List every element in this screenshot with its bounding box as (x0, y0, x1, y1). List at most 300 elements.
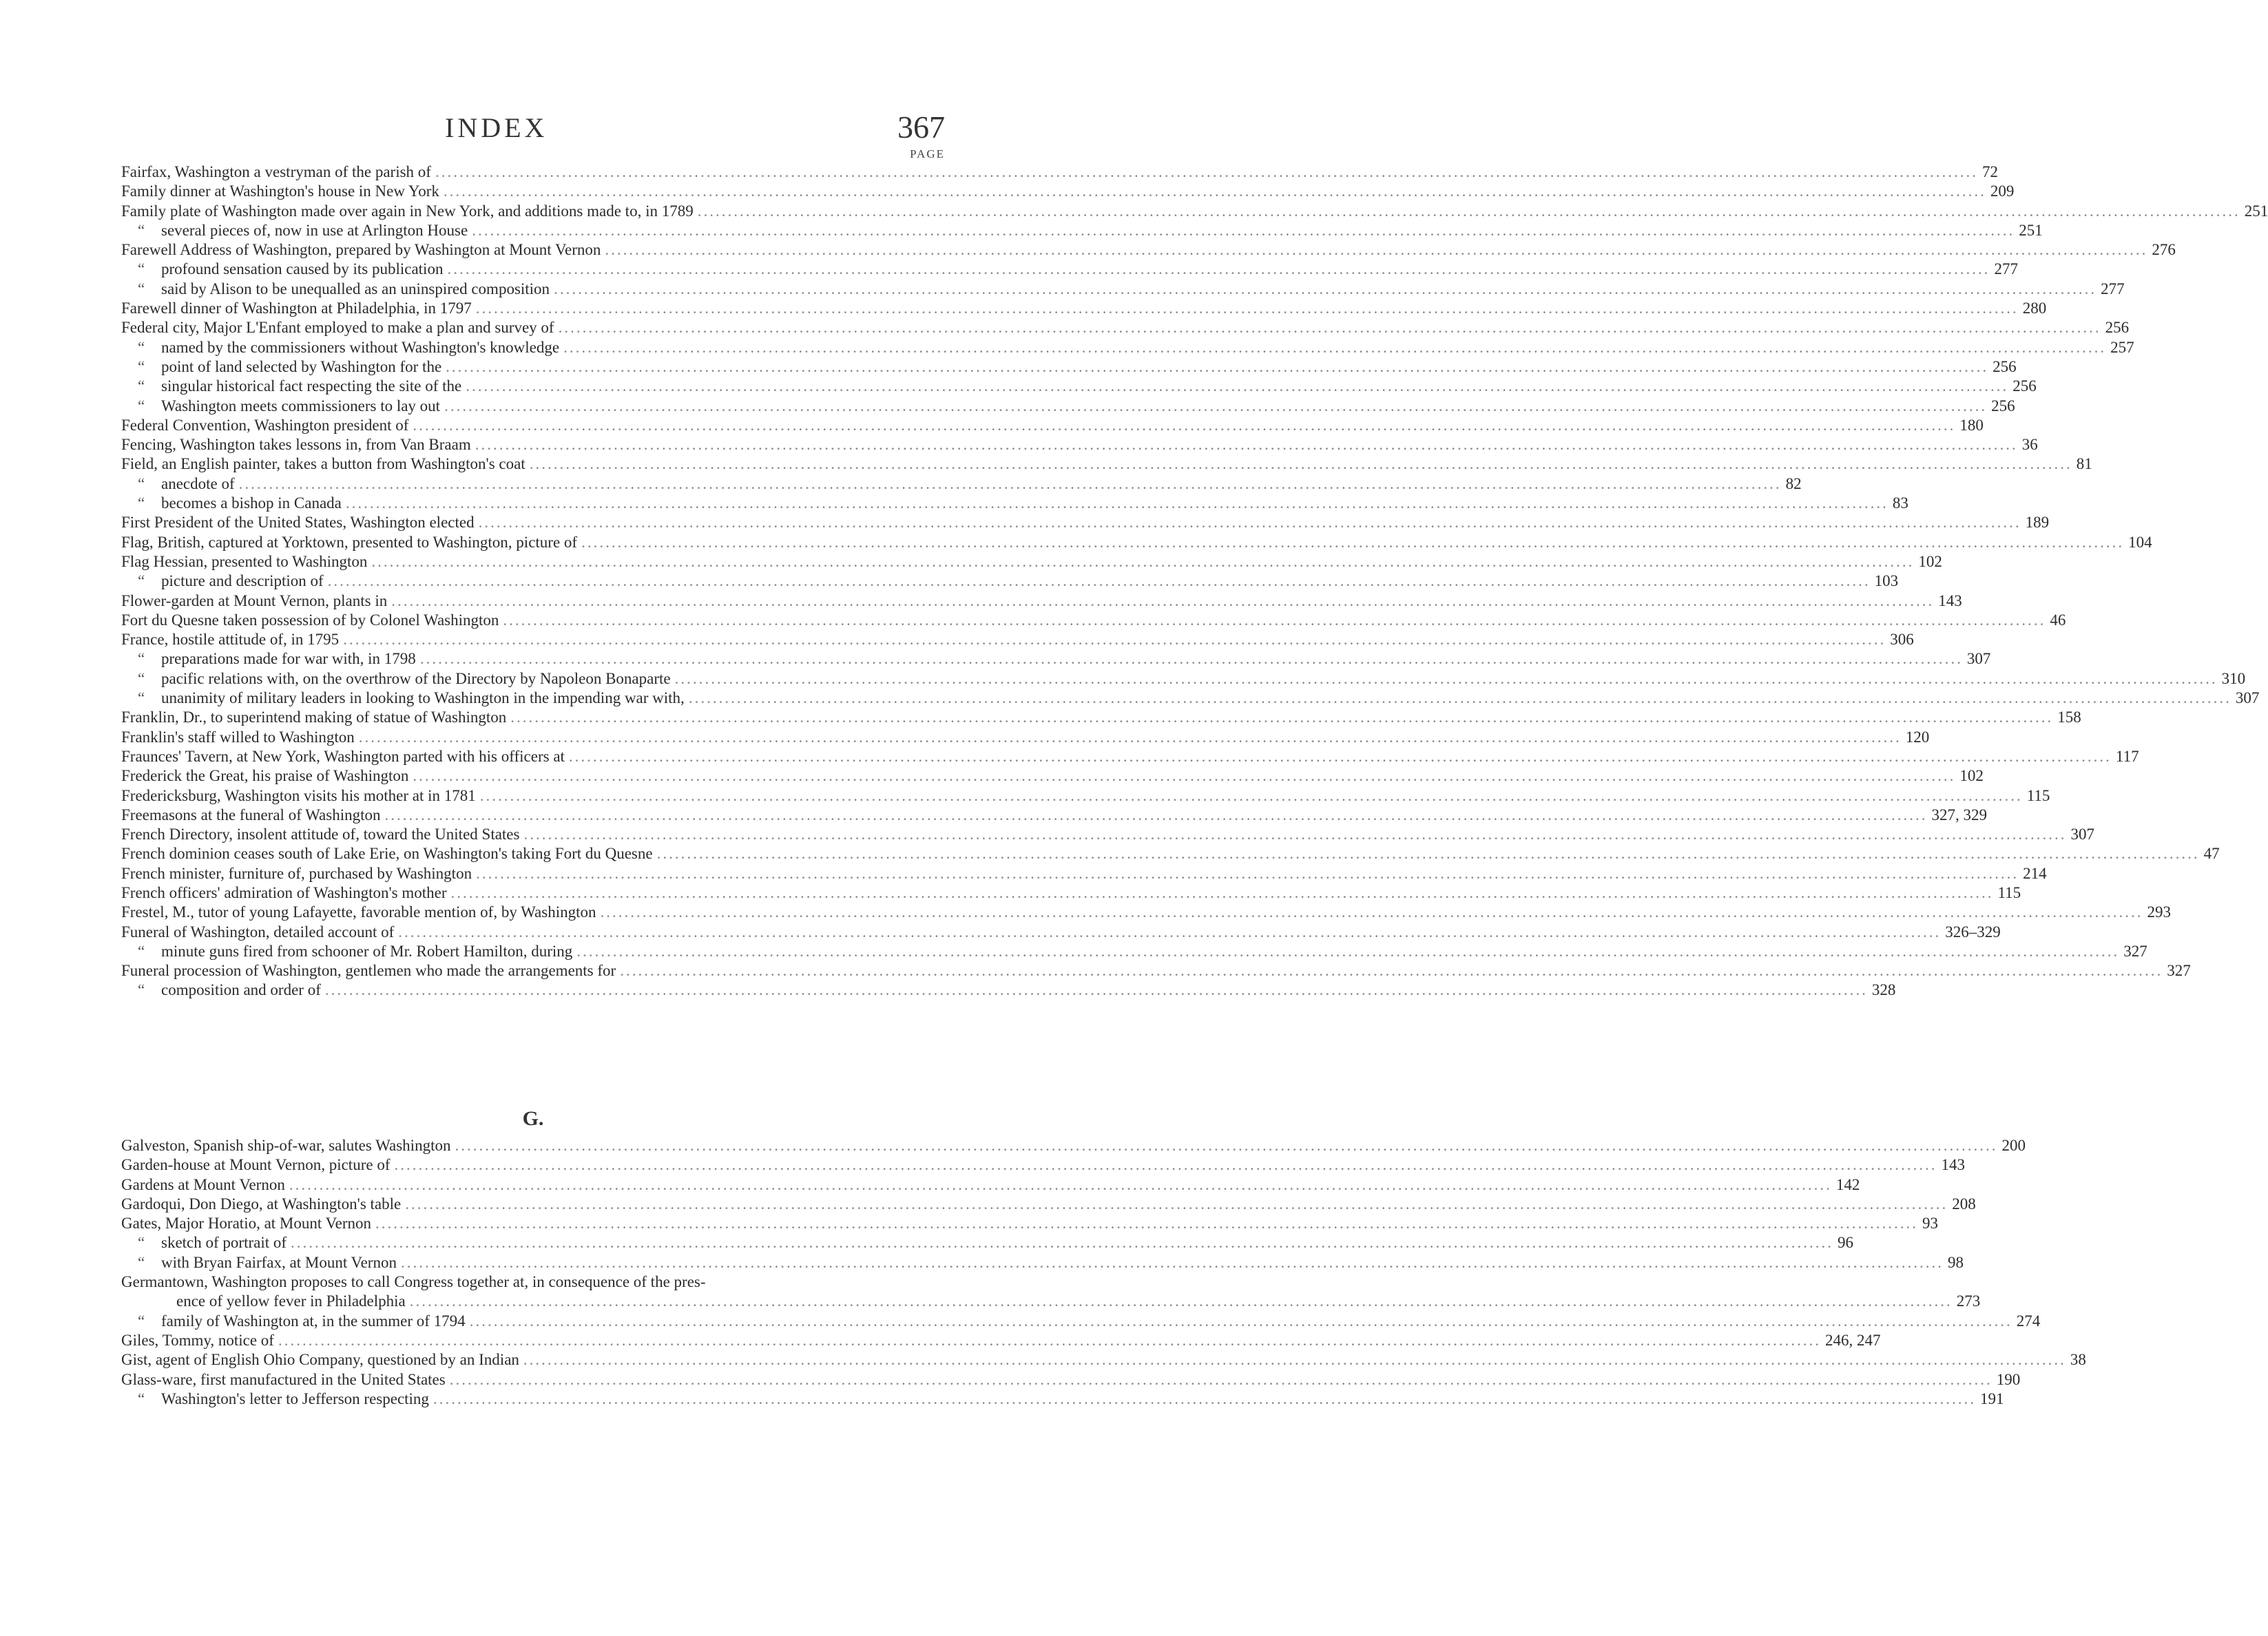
entry-text (121, 883, 447, 903)
index-entry (121, 1195, 1976, 1214)
dot-leader (689, 689, 2231, 708)
index-entry (121, 202, 2268, 221)
index-entry (121, 221, 2043, 240)
dot-leader (605, 240, 2147, 260)
entry-label: pacific relations with, on the overthrow of the Directory by Napoleon Bonaparte (161, 669, 671, 687)
index-entry (121, 1389, 2004, 1409)
index-entry (121, 416, 1984, 435)
entry-page-number: 256 (1991, 397, 2015, 415)
entry-text (121, 1312, 466, 1331)
entry-text (121, 1350, 519, 1370)
entry-text (121, 864, 472, 883)
entry-text (121, 1389, 429, 1409)
entry-page-number: 273 (1956, 1292, 1981, 1310)
entry-label: family of Washington at, in the summer of 1794 (161, 1312, 466, 1330)
entry-page-number: 142 (1835, 1175, 1860, 1193)
dot-leader (523, 825, 2066, 844)
entry-text (121, 1272, 706, 1292)
entry-page-number: 115 (1997, 883, 2021, 901)
entry-label: several pieces of, now in use at Arlington House (161, 221, 468, 239)
index-entry (121, 766, 1984, 786)
entry-page-number: 307 (2235, 689, 2260, 707)
dot-leader (391, 591, 1934, 611)
dot-leader (523, 1350, 2066, 1370)
entry-label: Giles, Tommy, notice of (121, 1331, 274, 1349)
page-header (121, 105, 945, 146)
entry-text (121, 162, 431, 182)
entry-label: Gist, agent of English Ohio Company, questioned by an Indian (121, 1351, 519, 1369)
entry-page-number: 256 (1993, 357, 2017, 375)
entry-text (121, 786, 476, 806)
entry-page-number: 277 (2101, 280, 2125, 297)
entry-text (121, 591, 387, 611)
index-entry (121, 630, 1914, 649)
entry-text (121, 533, 577, 552)
entry-text (121, 397, 440, 416)
entry-label: Funeral procession of Washington, gentlemen who made the arrangements for (121, 962, 616, 980)
dot-leader (447, 260, 1990, 279)
entry-label: Fencing, Washington takes lessons in, from Van Braam (121, 436, 471, 454)
entry-page-number: 117 (2115, 747, 2139, 765)
entry-label: Fraunces' Tavern, at New York, Washington parted with his officers at (121, 747, 565, 765)
dot-leader (475, 435, 2018, 454)
entry-page-number: 143 (1938, 591, 1962, 609)
index-entry (121, 377, 2037, 396)
entry-text (121, 747, 565, 766)
entry-page-number: 47 (2203, 845, 2220, 863)
index-entry (121, 689, 2260, 708)
entry-text (121, 806, 381, 825)
entry-label: ence of yellow fever in Philadelphia (176, 1292, 406, 1310)
entry-label: preparations made for war with, in 1798 (161, 650, 416, 668)
entry-page-number: 143 (1941, 1156, 1965, 1174)
dot-leader (359, 728, 1902, 747)
index-entry (121, 513, 2050, 532)
entry-page-number: 326–329 (1945, 923, 2001, 941)
entry-text (121, 825, 519, 844)
entry-text (121, 454, 526, 474)
entry-page-number: 190 (1996, 1370, 2021, 1388)
index-entry (121, 649, 1991, 669)
entry-text (121, 611, 499, 630)
entry-label: Federal Convention, Washington president of (121, 416, 409, 434)
index-entry (121, 844, 2220, 863)
entry-label: First President of the United States, Washington elected (121, 514, 475, 532)
dot-leader (620, 961, 2163, 980)
index-entry (121, 961, 2191, 980)
entry-label: Gates, Major Horatio, at Mount Vernon (121, 1215, 372, 1233)
entry-page-number: 246, 247 (1824, 1331, 1881, 1349)
entry-label: France, hostile attitude of, in 1795 (121, 631, 340, 649)
dot-leader (239, 474, 1782, 494)
dot-leader (466, 377, 2008, 396)
index-entry (121, 397, 2015, 416)
index-entry (121, 883, 2021, 903)
entry-page-number: 274 (2016, 1312, 2041, 1330)
dot-leader (569, 747, 2112, 766)
entry-page-number: 256 (2012, 377, 2037, 395)
entry-text (121, 1331, 274, 1350)
entry-label: profound sensation caused by its publication (161, 260, 444, 278)
ditto-mark: “ (138, 221, 145, 239)
index-entry (121, 923, 2001, 942)
dot-leader (455, 1136, 1997, 1155)
dot-leader (479, 513, 2021, 532)
entry-label: Franklin's staff willed to Washington (121, 728, 355, 746)
index-entry (121, 260, 2018, 279)
index-entry (121, 864, 2047, 883)
entry-text (121, 474, 235, 494)
entry-page-number: 307 (2070, 826, 2094, 843)
entry-text (121, 923, 394, 942)
index-entry (121, 1350, 2086, 1370)
index-entry (121, 299, 2047, 318)
entry-text (121, 708, 506, 727)
dot-leader (410, 1292, 1953, 1311)
entry-text (121, 221, 468, 240)
page-number: 367 (897, 109, 945, 145)
entry-label: Field, an English painter, takes a button from Washington's coat (121, 455, 526, 473)
entry-label: Frederick the Great, his praise of Washington (121, 767, 409, 785)
entry-text (121, 980, 321, 1000)
dot-leader (289, 1175, 1832, 1195)
ditto-mark: “ (138, 942, 145, 960)
index-entry (121, 1214, 1939, 1233)
index-entry (121, 1136, 2026, 1155)
entry-label: Flag Hessian, presented to Washington (121, 552, 368, 570)
index-entry (121, 1292, 1981, 1311)
ditto-mark: “ (138, 260, 145, 278)
dot-leader (476, 299, 2019, 318)
entry-label: anecdote of (161, 474, 235, 492)
dot-leader (581, 533, 2124, 552)
entry-label: Gardoqui, Don Diego, at Washington's table (121, 1195, 402, 1213)
dot-leader (559, 318, 2101, 337)
dot-leader (278, 1331, 1821, 1350)
dot-leader (503, 611, 2046, 630)
dot-leader (435, 162, 1978, 182)
dot-leader (510, 708, 2053, 727)
index-entry (121, 591, 1962, 611)
entry-label: French dominion ceases south of Lake Erie, on Washington's taking Fort du Quesne (121, 845, 653, 863)
entry-page-number: 208 (1952, 1195, 1976, 1213)
entry-text (121, 766, 408, 786)
index-entry (121, 903, 2171, 922)
dot-leader (398, 923, 1941, 942)
entry-text (121, 240, 601, 260)
entry-page-number: 327, 329 (1931, 806, 1987, 824)
dot-leader (450, 1370, 1993, 1389)
ditto-mark: “ (138, 357, 145, 375)
entry-label: Fairfax, Washington a vestryman of the parish of (121, 163, 431, 180)
ditto-mark: “ (138, 494, 145, 512)
entry-page-number: 36 (2021, 436, 2038, 454)
ditto-mark: “ (138, 689, 145, 707)
entry-text (121, 182, 439, 201)
dot-leader (444, 182, 1986, 201)
index-entry (121, 1155, 1965, 1175)
entry-page-number: 276 (2152, 241, 2176, 259)
entry-text (121, 903, 596, 922)
entry-text (121, 844, 653, 863)
entry-text (121, 669, 671, 689)
entry-page-number: 93 (1922, 1215, 1939, 1233)
dot-leader (480, 786, 2023, 806)
dot-leader (563, 338, 2106, 357)
entry-label: Washington meets commissioners to lay out (161, 397, 441, 415)
entry-text (121, 1292, 406, 1311)
entry-text (121, 689, 685, 708)
index-entry (121, 728, 1930, 747)
dot-leader (472, 221, 2015, 240)
index-entry (121, 1370, 2021, 1389)
dot-leader (328, 571, 1871, 591)
dot-leader (291, 1233, 1833, 1252)
dot-leader (476, 864, 2019, 883)
dot-leader (343, 630, 1886, 649)
entry-page-number: 82 (1785, 474, 1802, 492)
dot-leader (675, 669, 2218, 689)
ditto-mark: “ (138, 280, 145, 297)
entry-label: sketch of portrait of (161, 1234, 287, 1252)
entry-label: with Bryan Fairfax, at Mount Vernon (161, 1253, 397, 1271)
dot-leader (530, 454, 2072, 474)
entry-text (121, 1214, 371, 1233)
entry-page-number: 83 (1892, 494, 1908, 512)
index-entries-g (121, 1136, 2086, 1409)
entry-page-number: 209 (1990, 182, 2015, 200)
entry-page-number: 277 (1994, 260, 2018, 278)
index-entry (121, 786, 2050, 806)
ditto-mark: “ (138, 650, 145, 668)
dot-leader (405, 1195, 1948, 1214)
entry-text (121, 513, 475, 532)
index-entry (121, 980, 1896, 1000)
entry-page-number: 98 (1947, 1253, 1964, 1271)
index-entry (121, 611, 2066, 630)
entry-label: Frestel, M., tutor of young Lafayette, favorable mention of, by Washington (121, 903, 596, 921)
dot-leader (657, 844, 2200, 863)
dot-leader (420, 649, 1963, 669)
ditto-mark: “ (138, 338, 145, 356)
index-entry (121, 240, 2176, 260)
entry-label: picture and description of (161, 572, 324, 590)
entry-label: French Directory, insolent attitude of, toward the United States (121, 826, 520, 843)
dot-leader (554, 280, 2097, 299)
index-entry (121, 318, 2130, 337)
index-entry (121, 825, 2094, 844)
ditto-mark: “ (138, 474, 145, 492)
entry-label: Germantown, Washington proposes to call Congress together at, in consequence of the pres- (121, 1273, 706, 1291)
entry-text (121, 357, 441, 377)
entry-text (121, 202, 694, 221)
dot-leader (375, 1214, 1918, 1233)
entry-label: Gardens at Mount Vernon (121, 1175, 285, 1193)
entry-text (121, 552, 367, 571)
dot-leader (385, 806, 1928, 825)
ditto-mark: “ (138, 669, 145, 687)
entry-label: Fort du Quesne taken possession of by Colonel Washington (121, 611, 499, 629)
entry-page-number: 158 (2057, 709, 2081, 726)
running-title: INDEX (445, 112, 548, 143)
entry-text (121, 1253, 397, 1272)
entry-label: Garden-house at Mount Vernon, picture of (121, 1156, 391, 1174)
entry-text (121, 1233, 287, 1252)
entry-label: Farewell Address of Washington, prepared by Washington at Mount Vernon (121, 241, 601, 259)
entry-text (121, 571, 324, 591)
index-entry (121, 571, 1899, 591)
ditto-mark: “ (138, 981, 145, 999)
index-entry (121, 474, 1802, 494)
entry-text (121, 377, 461, 396)
entry-label: Funeral of Washington, detailed account of (121, 923, 395, 941)
entry-page-number: 256 (2105, 319, 2130, 337)
entry-page-number: 72 (1981, 163, 1998, 180)
entry-page-number: 200 (2001, 1137, 2026, 1154)
entry-label: Flower-garden at Mount Vernon, plants in (121, 591, 388, 609)
entry-page-number: 46 (2050, 611, 2066, 629)
entry-text (121, 299, 472, 318)
index-entry (121, 1253, 1964, 1272)
index-entry (121, 1331, 1881, 1350)
entry-page-number: 257 (2110, 338, 2134, 356)
entry-page-number: 327 (2123, 942, 2147, 960)
index-entry (121, 533, 2152, 552)
index-entry (121, 1312, 2041, 1331)
entry-page-number: 103 (1874, 572, 1899, 590)
entry-page-number: 251 (2019, 221, 2043, 239)
entry-label: Franklin, Dr., to superintend making of statue of Washington (121, 709, 507, 726)
dot-leader (446, 357, 1988, 377)
index-entry (121, 435, 2038, 454)
index-entry (121, 1175, 1860, 1195)
entry-text (121, 1195, 401, 1214)
entry-page-number: 310 (2221, 669, 2246, 687)
ditto-mark: “ (138, 377, 145, 395)
ditto-mark: “ (138, 1253, 145, 1271)
index-entry (121, 669, 2246, 689)
entry-text (121, 435, 471, 454)
entry-page-number: 214 (2023, 864, 2047, 882)
index-entry (121, 942, 2147, 961)
entry-label: French officers' admiration of Washington's mother (121, 883, 447, 901)
dot-leader (413, 416, 1955, 435)
index-entry (121, 747, 2139, 766)
dot-leader (413, 766, 1955, 786)
entry-label: French minister, furniture of, purchased by Washington (121, 864, 472, 882)
section-letter: G. (522, 1107, 544, 1130)
entry-text (121, 1136, 450, 1155)
entry-text (121, 494, 342, 513)
entry-text (121, 318, 554, 337)
dot-leader (346, 494, 1889, 513)
entry-text (121, 280, 550, 299)
index-entry (121, 280, 2125, 299)
dot-leader (401, 1253, 1944, 1272)
entry-label: Family dinner at Washington's house in New York (121, 182, 439, 200)
dot-leader (470, 1312, 2012, 1331)
entry-text (121, 649, 416, 669)
dot-leader (433, 1389, 1976, 1409)
ditto-mark: “ (138, 1312, 145, 1330)
entry-page-number: 306 (1890, 631, 1914, 649)
page-column-label: PAGE (910, 147, 945, 160)
index-entry (121, 708, 2081, 727)
index-entry (121, 1233, 1854, 1252)
entry-label: said by Alison to be unequalled as an uninspired composition (161, 280, 550, 297)
entry-page-number: 191 (1979, 1389, 2004, 1407)
entry-label: point of land selected by Washington for the (161, 357, 442, 375)
ditto-mark: “ (138, 397, 145, 415)
entry-page-number: 328 (1871, 981, 1896, 999)
entry-page-number: 38 (2070, 1351, 2086, 1369)
entry-label: named by the commissioners without Washington's knowledge (161, 338, 560, 356)
index-entry (121, 357, 2017, 377)
entry-label: Federal city, Major L'Enfant employed to make a plan and survey of (121, 319, 554, 337)
entry-text (121, 942, 572, 961)
entry-page-number: 293 (2147, 903, 2171, 921)
index-entry (121, 162, 1998, 182)
entry-page-number: 81 (2076, 455, 2092, 473)
entry-text (121, 630, 339, 649)
dot-leader (394, 1155, 1937, 1175)
index-entries-f (121, 162, 2268, 1000)
entry-label: composition and order of (161, 981, 321, 999)
entry-label: becomes a bishop in Canada (161, 494, 342, 512)
entry-page-number: 115 (2026, 786, 2050, 804)
entry-label: Fredericksburg, Washington visits his mother at in 1781 (121, 786, 476, 804)
entry-page-number: 189 (2025, 514, 2050, 532)
dot-leader (371, 552, 1914, 571)
entry-label: Freemasons at the funeral of Washington (121, 806, 381, 824)
entry-text (121, 1370, 446, 1389)
dot-leader (451, 883, 1994, 903)
entry-page-number: 251 (2244, 202, 2268, 220)
ditto-mark: “ (138, 572, 145, 590)
entry-text (121, 338, 559, 357)
entry-text (121, 728, 355, 747)
entry-label: Flag, British, captured at Yorktown, presented to Washington, picture of (121, 533, 578, 551)
index-entry (121, 806, 1987, 825)
entry-text (121, 416, 408, 435)
entry-page-number: 102 (1918, 552, 1942, 570)
entry-label: Farewell dinner of Washington at Philadelphia, in 1797 (121, 300, 472, 317)
index-entry (121, 338, 2134, 357)
ditto-mark: “ (138, 1389, 145, 1407)
entry-text (121, 1155, 390, 1175)
entry-label: unanimity of military leaders in looking to Washington in the impending war with, (161, 689, 685, 707)
dot-leader (325, 980, 1868, 1000)
index-entry (121, 1272, 945, 1292)
dot-leader (444, 397, 1987, 416)
entry-label: minute guns fired from schooner of Mr. Robert Hamilton, during (161, 942, 573, 960)
entry-label: Washington's letter to Jefferson respecting (161, 1389, 429, 1407)
index-entry (121, 552, 1942, 571)
dot-leader (600, 903, 2143, 922)
index-entry (121, 454, 2092, 474)
entry-label: singular historical fact respecting the site of the (161, 377, 462, 395)
entry-page-number: 120 (1905, 728, 1930, 746)
entry-page-number: 280 (2022, 300, 2047, 317)
entry-page-number: 102 (1959, 767, 1984, 785)
entry-text (121, 961, 616, 980)
index-entry (121, 494, 1908, 513)
entry-page-number: 307 (1966, 650, 1991, 668)
entry-label: Glass-ware, first manufactured in the United States (121, 1370, 446, 1388)
entry-label: Family plate of Washington made over again in New York, and additions made to, in 1789 (121, 202, 694, 220)
entry-text (121, 1175, 285, 1195)
entry-text (121, 260, 443, 279)
